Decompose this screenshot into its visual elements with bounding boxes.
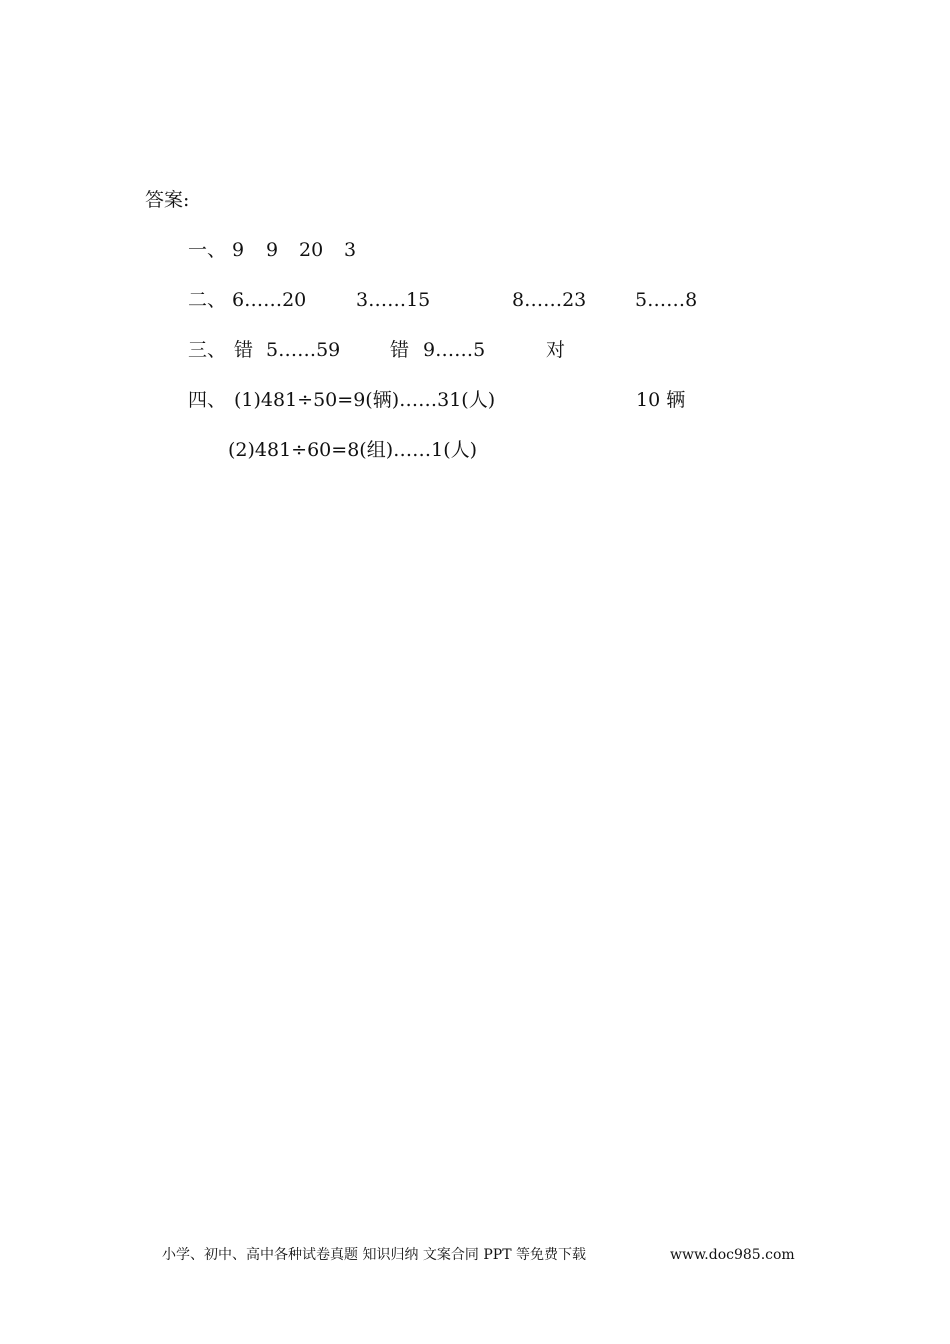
question-3-label: 三、 xyxy=(188,339,227,361)
q4-part1-expression: (1)481÷50=9(辆)……31(人) xyxy=(234,389,496,411)
q3-answer-5: 对 xyxy=(546,339,566,361)
question-4-label: 四、 xyxy=(188,389,227,411)
q4-part2-expression: (2)481÷60=8(组)……1(人) xyxy=(228,439,478,461)
footer-text: 小学、初中、高中各种试卷真题 知识归纳 文案合同 PPT 等免费下载 xyxy=(162,1247,586,1263)
q2-answer-1: 6……20 xyxy=(232,289,307,311)
q1-answer-2: 9 xyxy=(266,239,279,261)
q2-answer-2: 3……15 xyxy=(356,289,431,311)
q3-answer-2: 5……59 xyxy=(266,339,341,361)
question-2-label: 二、 xyxy=(188,289,227,311)
q2-answer-4: 5……8 xyxy=(635,289,698,311)
answers-heading: 答案: xyxy=(145,189,190,211)
q3-answer-1: 错 xyxy=(234,339,254,361)
q3-answer-3: 错 xyxy=(390,339,410,361)
q1-answer-4: 3 xyxy=(344,239,357,261)
footer-url[interactable]: www.doc985.com xyxy=(670,1247,795,1263)
question-1-label: 一、 xyxy=(188,239,227,261)
q1-answer-3: 20 xyxy=(299,239,324,261)
q4-part1-result: 10 辆 xyxy=(636,389,686,411)
q3-answer-4: 9……5 xyxy=(423,339,486,361)
q2-answer-3: 8……23 xyxy=(512,289,587,311)
q1-answer-1: 9 xyxy=(232,239,245,261)
